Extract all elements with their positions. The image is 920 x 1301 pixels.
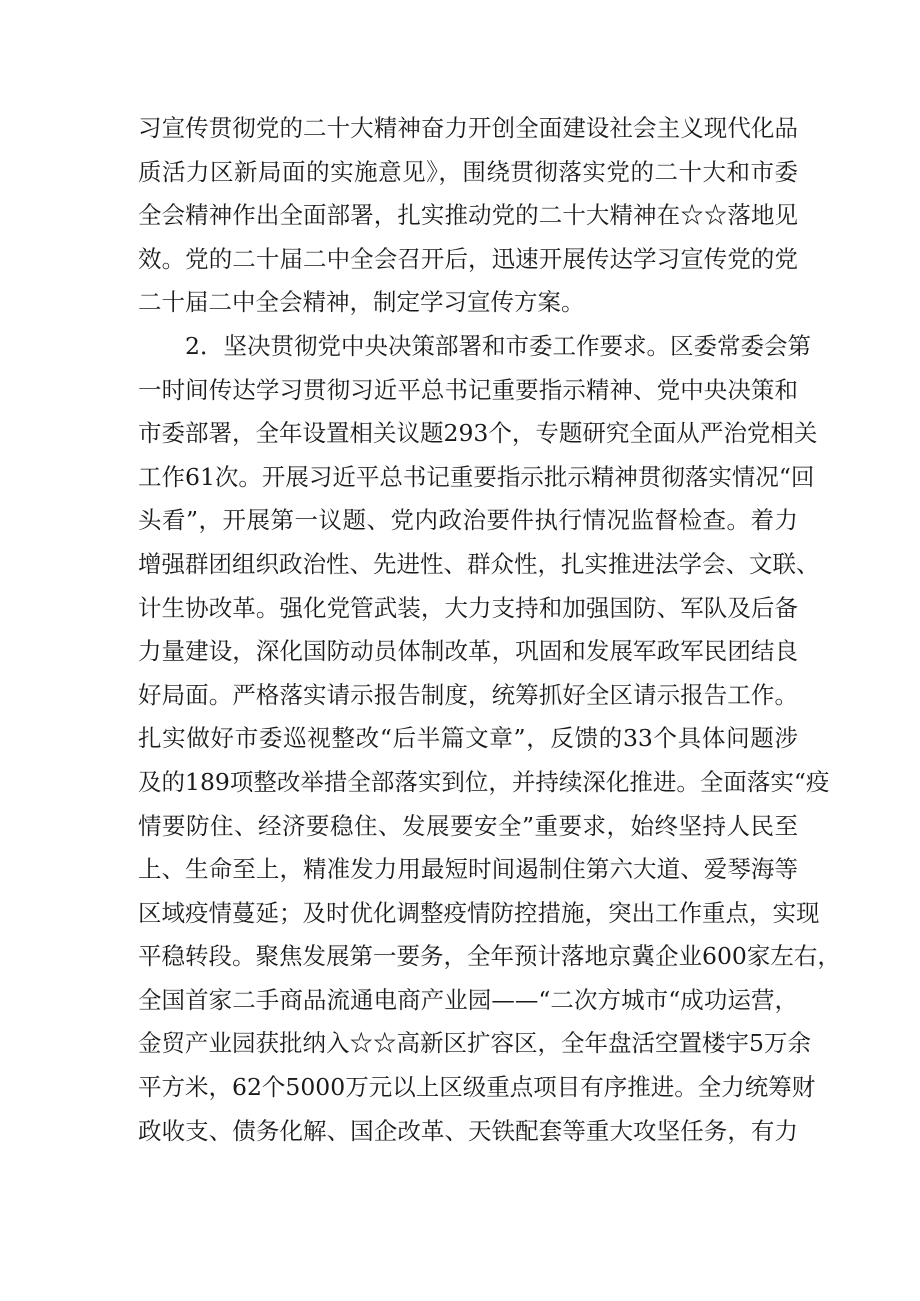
text-line: 一时间传达学习贯彻习近平总书记重要指示精神、党中央决策和 xyxy=(138,375,798,404)
text-line: 计生协改革。强化党管武装，大力支持和加强国防、军队及后备 xyxy=(138,593,798,622)
text-line: 头看”，开展第一议题、党内政治要件执行情况监督检查。着力 xyxy=(138,506,798,535)
text-line: 上、生命至上，精准发力用最短时间遏制住第六大道、爱琴海等 xyxy=(138,855,798,884)
text-line: 情要防住、经济要稳住、发展要安全”重要求，始终坚持人民至 xyxy=(138,811,798,840)
text-line: 力量建设，深化国防动员体制改革，巩固和发展军政军民团结良 xyxy=(138,637,798,666)
text-line: 平方米，62个5000万元以上区级重点项目有序推进。全力统筹财 xyxy=(138,1073,816,1102)
document-body xyxy=(138,107,841,1153)
text-line: 全国首家二手商品流通电商产业园——“二次方城市“成功运营， xyxy=(138,985,798,1014)
text-line: 市委部署，全年设置相关议题293个，专题研究全面从严治党相关 xyxy=(138,419,818,448)
text-line: 工作61次。开展习近平总书记重要指示批示精神贯彻落实情况“回 xyxy=(138,462,815,491)
text-line: 扎实做好市委巡视整改“后半篇文章”，反馈的33个具体问题涉 xyxy=(138,724,798,753)
text-line: 金贸产业园获批纳入☆☆高新区扩容区，全年盘活空置楼宇5万余 xyxy=(138,1029,811,1058)
text-line: 区域疫情蔓延；及时优化调整疫情防控措施，突出工作重点，实现 xyxy=(138,898,820,927)
paragraph-heading-line: 2．坚决贯彻党中央决策部署和市委工作要求。区委常委会第 xyxy=(185,331,811,360)
text-line: 增强群团组织政治性、先进性、群众性，扎实推进法学会、文联、 xyxy=(138,549,820,578)
text-line: 二十届二中全会精神，制定学习宣传方案。 xyxy=(138,288,585,317)
text-line: 好局面。严格落实请示报告制度，统筹抓好全区请示报告工作。 xyxy=(138,680,798,709)
text-line: 全会精神作出全面部署，扎实推动党的二十大精神在☆☆落地见 xyxy=(138,201,798,230)
text-line: 及的189项整改举措全部落实到位，并持续深化推进。全面落实“疫 xyxy=(138,767,830,796)
text-line: 效。党的二十届二中全会召开后，迅速开展传达学习宣传党的党 xyxy=(138,244,798,273)
text-line: 政收支、债务化解、国企改革、天铁配套等重大攻坚任务，有力 xyxy=(138,1116,798,1145)
text-line: 质活力区新局面的实施意见》，围绕贯彻落实党的二十大和市委 xyxy=(138,157,798,186)
text-line: 平稳转段。聚焦发展第一要务，全年预计落地京冀企业600家左右， xyxy=(138,942,841,971)
text-line: 习宣传贯彻党的二十大精神奋力开创全面建设社会主义现代化品 xyxy=(138,114,798,142)
